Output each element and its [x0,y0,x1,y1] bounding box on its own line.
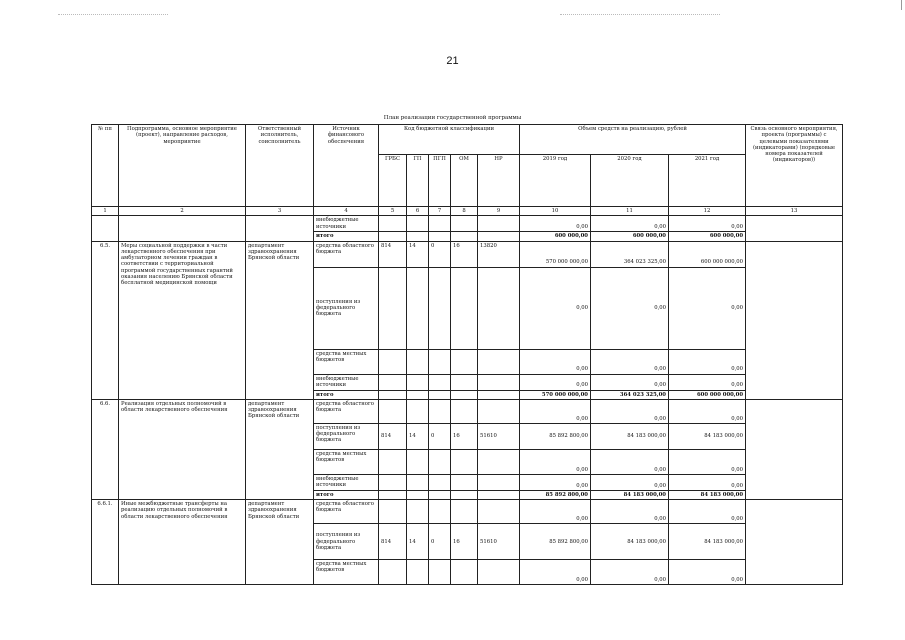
cell-empty [379,232,407,241]
source-federal: поступления из федерального бюджета [314,524,379,560]
item-executor: департамент здравоохранения Брянской области [246,500,314,585]
header-source: Источник финансового обеспечения [314,125,379,207]
value-2020: 84 183 000,00 [591,524,669,560]
header-om: ОМ [451,155,478,207]
source-local: средства местных бюджетов [314,449,379,474]
source-regional: средства областного бюджета [314,241,379,267]
cell-empty [246,216,314,241]
value-2021: 0,00 [669,374,746,390]
code-gp: 14 [407,423,429,449]
value-2020: 0,00 [591,560,669,585]
value-2020: 0,00 [591,399,669,423]
code-grbs: 814 [379,524,407,560]
source-extrabudget: внебюджетные источники [314,216,379,232]
cell-empty [407,232,429,241]
source-local: средства местных бюджетов [314,560,379,585]
cell-empty [429,349,451,374]
value-2021: 0,00 [669,399,746,423]
cell-empty [451,267,478,349]
cell-empty [478,560,520,585]
item-number: 6.6. [92,399,119,499]
cell-empty [429,500,451,524]
value-2019: 0,00 [520,216,591,232]
value-2021: 0,00 [669,449,746,474]
total-2020: 84 183 000,00 [591,490,669,499]
cell-empty [746,241,843,399]
item-name: Меры социальной поддержки в части лекарственного обеспечения при амбулаторном лечении граждан в соответствии с территориальной программой государственных гарантий оказания населению Брянской области бесплатной медицинской помощи [119,241,246,399]
cell-empty [451,560,478,585]
code-om: 16 [451,524,478,560]
header-row [92,125,843,155]
cell-empty [407,490,429,499]
cell-empty [379,390,407,399]
col-number: 4 [314,207,379,216]
cell-empty [478,349,520,374]
value-2020: 0,00 [591,374,669,390]
total-2020: 600 000,00 [591,232,669,241]
code-nr: 51610 [478,423,520,449]
cell-empty [478,390,520,399]
code-nr: 51610 [478,524,520,560]
header-subprogram: Подпрограмма, основное мероприятие (проект), направление расходов, мероприятие [119,125,246,207]
value-2021: 84 183 000,00 [669,423,746,449]
header-num: № пп [92,125,119,207]
column-number-row [92,207,843,216]
header-grbs: ГРБС [379,155,407,207]
header-nr: НР [478,155,520,207]
cell-empty [379,490,407,499]
col-number: 5 [379,207,407,216]
col-number: 10 [520,207,591,216]
value-2019: 0,00 [520,560,591,585]
cell-empty [119,216,246,241]
value-2021: 84 183 000,00 [669,524,746,560]
code-nr: 13820 [478,241,520,267]
code-om: 16 [451,423,478,449]
value-2020: 0,00 [591,449,669,474]
item-name: Иные межбюджетные трансферты на реализацию отдельных полномочий в области лекарственного обеспечения [119,500,246,585]
cell-empty [478,216,520,232]
value-2019: 0,00 [520,267,591,349]
value-2020: 84 183 000,00 [591,423,669,449]
cell-empty [478,399,520,423]
item-executor: департамент здравоохранения Брянской области [246,399,314,499]
header-budget-code: Код бюджетной классификации [379,125,520,155]
source-federal: поступления из федерального бюджета [314,267,379,349]
cell-empty [429,474,451,490]
cell-empty [407,449,429,474]
cell-empty [478,374,520,390]
table-row [92,216,843,232]
cell-empty [379,399,407,423]
code-grbs: 814 [379,241,407,267]
cell-empty [379,374,407,390]
item-number: 6.5. [92,241,119,399]
cell-empty [407,267,429,349]
cell-empty [407,374,429,390]
item-name: Реализация отдельных полномочий в области лекарственного обеспечения [119,399,246,499]
cell-empty [407,474,429,490]
header-volume: Объем средств на реализацию, рублей [520,125,746,155]
cell-empty [429,232,451,241]
cell-empty [407,560,429,585]
cell-empty [451,390,478,399]
cell-empty [379,560,407,585]
cell-empty [407,500,429,524]
total-label: итого [314,490,379,499]
cell-empty [478,474,520,490]
page-number: 21 [446,55,459,67]
cell-empty [451,449,478,474]
source-local: средства местных бюджетов [314,349,379,374]
value-2021: 0,00 [669,500,746,524]
col-number: 6 [407,207,429,216]
source-extrabudget: внебюджетные источники [314,474,379,490]
total-2020: 364 023 325,00 [591,390,669,399]
item-executor: департамент здравоохранения Брянской области [246,241,314,399]
cell-empty [478,500,520,524]
item-number: 6.6.1. [92,500,119,585]
source-extrabudget: внебюджетные источники [314,374,379,390]
header-executor: Ответственный исполнитель, соисполнитель [246,125,314,207]
cell-empty [451,232,478,241]
code-gp: 14 [407,524,429,560]
col-number: 11 [591,207,669,216]
cell-empty [451,216,478,232]
cell-empty [379,267,407,349]
value-2020: 0,00 [591,474,669,490]
total-2019: 85 892 800,00 [520,490,591,499]
cell-empty [746,399,843,499]
col-number: 9 [478,207,520,216]
cell-empty [478,267,520,349]
value-2019: 0,00 [520,349,591,374]
cell-empty [379,474,407,490]
cell-empty [451,500,478,524]
scan-edge [901,0,902,10]
cell-empty [429,399,451,423]
total-2019: 600 000,00 [520,232,591,241]
value-2019: 0,00 [520,399,591,423]
cell-empty [478,490,520,499]
col-number: 1 [92,207,119,216]
value-2020: 0,00 [591,267,669,349]
code-grbs: 814 [379,423,407,449]
value-2019: 570 000 000,00 [520,241,591,267]
cell-empty [429,267,451,349]
col-number: 13 [746,207,843,216]
value-2019: 0,00 [520,474,591,490]
cell-empty [379,216,407,232]
code-pgp: 0 [429,524,451,560]
source-regional: средства областного бюджета [314,500,379,524]
header-pgp: ПГП [429,155,451,207]
value-2020: 364 023 325,00 [591,241,669,267]
total-2019: 570 000 000,00 [520,390,591,399]
code-om: 16 [451,241,478,267]
total-label: итого [314,390,379,399]
cell-empty [407,216,429,232]
scan-artifact [58,14,168,17]
value-2021: 0,00 [669,560,746,585]
total-label: итого [314,232,379,241]
value-2020: 0,00 [591,500,669,524]
value-2019: 85 892 800,00 [520,524,591,560]
table-title: План реализации государственной программы [383,115,522,121]
cell-empty [407,399,429,423]
col-number: 8 [451,207,478,216]
value-2020: 0,00 [591,216,669,232]
total-2021: 84 183 000,00 [669,490,746,499]
col-number: 3 [246,207,314,216]
cell-empty [429,374,451,390]
value-2020: 0,00 [591,349,669,374]
header-2020: 2020 год [591,155,669,207]
cell-empty [451,474,478,490]
col-number: 2 [119,207,246,216]
cell-empty [478,449,520,474]
cell-empty [451,399,478,423]
value-2019: 0,00 [520,374,591,390]
header-gp: ГП [407,155,429,207]
value-2021: 0,00 [669,349,746,374]
total-2021: 600 000 000,00 [669,390,746,399]
source-regional: средства областного бюджета [314,399,379,423]
code-gp: 14 [407,241,429,267]
total-2021: 600 000,00 [669,232,746,241]
cell-empty [451,349,478,374]
cell-empty [379,349,407,374]
cell-empty [746,500,843,585]
cell-empty [407,349,429,374]
cell-empty [429,390,451,399]
cell-empty [451,490,478,499]
cell-empty [451,374,478,390]
program-plan-table [91,124,843,585]
cell-empty [92,216,119,241]
cell-empty [379,500,407,524]
table-row [92,399,843,423]
cell-empty [429,449,451,474]
cell-empty [429,560,451,585]
cell-empty [429,490,451,499]
cell-empty [478,232,520,241]
cell-empty [407,390,429,399]
code-pgp: 0 [429,423,451,449]
value-2021: 0,00 [669,216,746,232]
scan-artifact [560,14,720,17]
value-2019: 0,00 [520,500,591,524]
source-federal: поступления из федерального бюджета [314,423,379,449]
cell-empty [429,216,451,232]
cell-empty [746,216,843,241]
header-2019: 2019 год [520,155,591,207]
value-2019: 0,00 [520,449,591,474]
table-row [92,241,843,267]
code-pgp: 0 [429,241,451,267]
value-2021: 600 000 000,00 [669,241,746,267]
cell-empty [379,449,407,474]
value-2021: 0,00 [669,267,746,349]
table-row [92,500,843,524]
header-link: Связь основного мероприятия, проекта (программы) с целевыми показателями (индикаторами) (порядковые номера показателей (индикаторов)) [746,125,843,207]
col-number: 12 [669,207,746,216]
value-2021: 0,00 [669,474,746,490]
header-2021: 2021 год [669,155,746,207]
value-2019: 85 892 800,00 [520,423,591,449]
col-number: 7 [429,207,451,216]
